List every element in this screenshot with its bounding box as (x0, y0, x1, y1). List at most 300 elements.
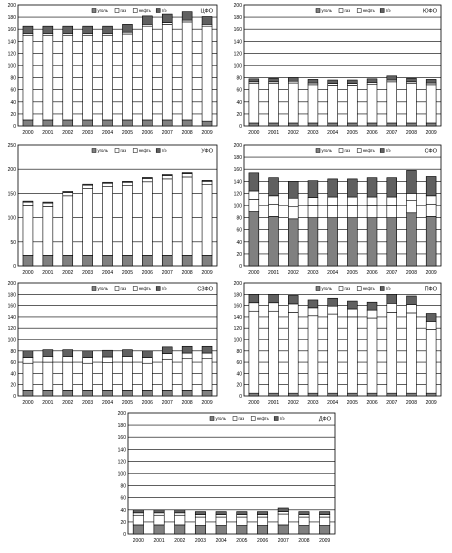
y-tick-label: 0 (239, 124, 242, 130)
bar-segment-уголь (122, 390, 132, 396)
bar-segment-г/э (175, 510, 185, 513)
bar-segment-газ (133, 515, 143, 525)
bar-segment-г/э (182, 173, 192, 174)
bar-segment-уголь (103, 390, 113, 396)
bar-segment-уголь (237, 526, 247, 534)
bar-segment-уголь (407, 213, 417, 266)
bar-segment-уголь (83, 255, 93, 266)
bar-segment-нефть (182, 353, 192, 359)
chart-panel-ufo (2, 142, 220, 278)
x-tick-label: 2003 (82, 270, 94, 276)
bar-segment-уголь (142, 255, 152, 266)
legend-label: г/э (161, 8, 167, 13)
x-tick-label: 2000 (248, 270, 260, 276)
legend-label: г/э (161, 286, 167, 291)
x-tick-label: 2004 (327, 400, 339, 406)
bar-segment-уголь (103, 255, 113, 266)
legend-label: газ (120, 286, 127, 291)
y-tick-label: 200 (7, 3, 16, 9)
bar-segment-г/э (387, 294, 397, 303)
y-tick-label: 40 (236, 239, 242, 246)
y-tick-label: 80 (120, 483, 126, 490)
y-tick-label: 80 (236, 215, 242, 222)
x-tick-label: 2004 (215, 538, 227, 544)
chart-svg (2, 142, 220, 278)
bar-segment-газ (269, 84, 279, 123)
x-tick-label: 2003 (307, 400, 319, 406)
legend-swatch (380, 9, 384, 13)
bar-segment-нефть (122, 182, 132, 185)
legend-swatch (115, 287, 119, 291)
x-tick-label: 2004 (327, 130, 339, 136)
bar-segment-уголь (407, 123, 417, 126)
bar-segment-г/э (182, 12, 192, 20)
bar-segment-газ (23, 206, 33, 256)
y-tick-label: 60 (10, 87, 16, 94)
x-tick-label: 2006 (141, 270, 153, 276)
bar-segment-нефть (43, 203, 53, 206)
bar-segment-г/э (249, 79, 259, 82)
y-tick-label: 100 (117, 471, 126, 478)
bar-segment-газ (347, 85, 357, 123)
bar-segment-уголь (387, 123, 397, 126)
legend-label: газ (344, 286, 351, 291)
bar-segment-газ (426, 204, 436, 216)
bar-segment-г/э (103, 26, 113, 33)
y-tick-label: 200 (117, 411, 126, 417)
bar-segment-газ (216, 517, 226, 525)
y-tick-label: 100 (233, 63, 242, 70)
x-tick-label: 2000 (22, 130, 34, 136)
x-tick-label: 2006 (256, 538, 269, 544)
bar-segment-нефть (63, 356, 73, 362)
chart-svg (2, 2, 220, 138)
chart-svg (2, 280, 220, 408)
bar-segment-г/э (83, 184, 93, 185)
legend-label: газ (120, 148, 127, 153)
bar-segment-нефть (288, 198, 298, 206)
y-tick-label: 150 (7, 191, 16, 198)
legend-label: нефть (138, 8, 151, 13)
bar-segment-уголь (162, 390, 172, 396)
bar-segment-уголь (257, 526, 267, 534)
bar-segment-уголь (195, 526, 205, 534)
bar-segment-г/э (237, 512, 247, 515)
bar-segment-газ (103, 35, 113, 120)
bar-segment-нефть (269, 303, 279, 311)
y-tick-label: 0 (13, 394, 16, 400)
bar-segment-нефть (182, 174, 192, 177)
bar-segment-уголь (43, 255, 53, 266)
bar-segment-г/э (103, 350, 113, 357)
y-tick-label: 40 (236, 371, 242, 378)
region-label: ЮФО (422, 8, 437, 15)
bar-segment-газ (23, 35, 33, 120)
bar-segment-уголь (63, 120, 73, 126)
bar-segment-газ (249, 84, 259, 123)
chart-svg (228, 142, 444, 278)
x-tick-label: 2004 (101, 130, 114, 136)
bar-segment-г/э (43, 350, 53, 357)
x-tick-label: 2002 (62, 270, 74, 276)
x-tick-label: 2006 (366, 270, 378, 276)
legend-label: нефть (362, 286, 375, 291)
bar-segment-г/э (202, 346, 212, 353)
legend-swatch (133, 9, 137, 13)
bar-segment-нефть (387, 303, 397, 312)
bar-segment-уголь (278, 525, 288, 534)
bar-segment-газ (269, 311, 279, 393)
bar-segment-уголь (387, 393, 397, 396)
bar-segment-г/э (328, 298, 338, 306)
legend-label: г/э (279, 416, 285, 421)
bar-segment-газ (202, 26, 212, 121)
legend-label: газ (344, 148, 351, 153)
y-tick-label: 120 (233, 326, 242, 333)
y-tick-label: 100 (233, 203, 242, 210)
bar-segment-газ (103, 187, 113, 256)
bar-segment-г/э (407, 296, 417, 304)
bar-segment-уголь (162, 255, 172, 266)
x-tick-label: 2000 (22, 270, 34, 276)
bar-segment-г/э (162, 14, 172, 22)
legend-label: нефть (138, 148, 151, 153)
y-tick-label: 80 (236, 348, 242, 355)
bar-segment-нефть (142, 178, 152, 181)
bar-segment-уголь (122, 255, 132, 266)
bar-segment-нефть (426, 321, 436, 329)
bar-segment-газ (122, 34, 132, 120)
bar-segment-уголь (83, 120, 93, 126)
legend-label: уголь (321, 148, 332, 153)
bar-segment-газ (182, 22, 192, 120)
bar-segment-уголь (299, 526, 309, 534)
bar-segment-газ (288, 83, 298, 123)
y-tick-label: 50 (10, 239, 16, 246)
legend-swatch (357, 287, 361, 291)
bar-segment-уголь (328, 123, 338, 126)
bar-segment-газ (162, 24, 172, 120)
bar-segment-газ (249, 311, 259, 393)
bar-segment-г/э (387, 76, 397, 80)
legend-swatch (251, 417, 255, 421)
y-tick-label: 160 (233, 167, 242, 174)
bar-segment-г/э (308, 181, 318, 198)
bar-segment-газ (249, 199, 259, 211)
bar-segment-уголь (288, 123, 298, 126)
y-tick-label: 40 (120, 507, 126, 514)
bar-segment-уголь (103, 120, 113, 126)
bar-segment-г/э (202, 180, 212, 181)
bar-segment-г/э (162, 347, 172, 354)
bar-segment-уголь (308, 393, 318, 396)
bar-segment-уголь (63, 390, 73, 396)
x-tick-label: 2002 (174, 538, 186, 544)
y-tick-label: 0 (13, 124, 16, 130)
x-tick-label: 2006 (141, 130, 153, 136)
y-tick-label: 60 (236, 360, 242, 367)
bar-segment-г/э (122, 181, 132, 182)
bar-segment-уголь (142, 390, 152, 396)
bar-segment-г/э (299, 512, 309, 515)
bar-segment-газ (367, 318, 377, 393)
bar-segment-газ (426, 329, 436, 393)
bar-segment-нефть (142, 358, 152, 364)
bar-segment-газ (122, 362, 132, 390)
x-tick-label: 2005 (236, 538, 248, 544)
bar-segment-нефть (407, 304, 417, 312)
chart-svg (112, 410, 338, 546)
x-tick-label: 2005 (346, 130, 358, 136)
bar-segment-г/э (426, 176, 436, 195)
bar-segment-г/э (63, 191, 73, 192)
y-tick-label: 200 (233, 281, 242, 287)
bar-segment-газ (43, 206, 53, 255)
legend-swatch (92, 149, 96, 153)
x-tick-label: 2002 (287, 130, 299, 136)
x-tick-label: 2007 (161, 270, 173, 276)
bar-segment-г/э (257, 512, 267, 515)
bar-segment-газ (175, 515, 185, 525)
bar-segment-газ (142, 182, 152, 256)
x-tick-label: 2001 (267, 400, 280, 406)
y-tick-label: 100 (233, 337, 242, 344)
bar-segment-нефть (407, 193, 417, 200)
bar-segment-г/э (133, 510, 143, 513)
bar-segment-уголь (308, 218, 318, 266)
x-tick-label: 2009 (201, 130, 213, 136)
bar-segment-нефть (216, 515, 226, 517)
bar-segment-газ (269, 204, 279, 216)
x-tick-label: 2007 (161, 400, 173, 406)
bar-segment-г/э (347, 80, 357, 84)
bar-segment-г/э (407, 78, 417, 82)
legend-label: газ (344, 8, 351, 13)
chart-panel-pfo (228, 280, 444, 408)
y-tick-label: 160 (233, 27, 242, 34)
bar-segment-г/э (182, 346, 192, 353)
x-tick-label: 2009 (201, 270, 213, 276)
y-tick-label: 140 (7, 39, 16, 46)
y-tick-label: 20 (236, 111, 242, 118)
bar-segment-газ (83, 35, 93, 120)
bar-segment-нефть (162, 354, 172, 360)
bar-segment-уголь (269, 123, 279, 126)
legend-label: уголь (97, 8, 108, 13)
y-tick-label: 20 (120, 519, 126, 526)
bar-segment-газ (162, 179, 172, 255)
x-tick-label: 2009 (319, 538, 331, 544)
bar-segment-газ (407, 84, 417, 123)
y-tick-label: 160 (7, 303, 16, 310)
y-tick-label: 80 (10, 75, 16, 82)
y-tick-label: 120 (233, 191, 242, 198)
bar-segment-нефть (367, 197, 377, 205)
y-tick-label: 180 (7, 15, 16, 22)
bar-segment-газ (308, 206, 318, 218)
x-tick-label: 2001 (267, 130, 280, 136)
x-tick-label: 2003 (82, 400, 94, 406)
x-tick-label: 2007 (161, 130, 173, 136)
x-tick-label: 2002 (62, 130, 74, 136)
bar-segment-уголь (23, 390, 33, 396)
y-tick-label: 20 (236, 382, 242, 389)
bar-segment-газ (299, 517, 309, 525)
x-tick-label: 2002 (287, 270, 299, 276)
x-tick-label: 2005 (121, 270, 134, 276)
bar-segment-нефть (202, 181, 212, 184)
legend-swatch (115, 149, 119, 153)
x-tick-label: 2005 (346, 400, 358, 406)
bar-segment-газ (367, 84, 377, 123)
y-tick-label: 60 (236, 87, 242, 94)
y-tick-label: 200 (233, 143, 242, 149)
bar-segment-г/э (426, 314, 436, 322)
x-tick-label: 2005 (121, 130, 134, 136)
legend-swatch (233, 417, 237, 421)
x-tick-label: 2007 (386, 130, 398, 136)
y-tick-label: 80 (236, 75, 242, 82)
y-tick-label: 80 (10, 348, 16, 355)
bar-segment-г/э (142, 16, 152, 24)
x-tick-label: 2008 (181, 270, 193, 276)
legend-swatch (115, 9, 119, 13)
chart-svg (228, 2, 444, 138)
bar-segment-газ (328, 85, 338, 123)
bar-segment-уголь (367, 218, 377, 266)
bar-segment-уголь (328, 218, 338, 266)
legend-swatch (92, 287, 96, 291)
bar-segment-нефть (195, 515, 205, 517)
bar-segment-газ (202, 185, 212, 256)
bar-segment-уголь (347, 123, 357, 126)
bar-segment-г/э (83, 26, 93, 33)
bar-segment-уголь (182, 390, 192, 396)
x-tick-label: 2005 (121, 400, 134, 406)
legend-label: нефть (362, 8, 375, 13)
y-tick-label: 180 (233, 292, 242, 299)
x-tick-label: 2007 (277, 538, 289, 544)
y-tick-label: 140 (233, 39, 242, 46)
x-tick-label: 2009 (425, 130, 437, 136)
bar-segment-газ (43, 35, 53, 120)
y-tick-label: 140 (117, 447, 126, 454)
bar-segment-уголь (269, 216, 279, 266)
legend-swatch (274, 417, 278, 421)
x-tick-label: 2008 (181, 130, 193, 136)
bar-segment-уголь (133, 525, 143, 534)
bar-segment-нефть (308, 198, 318, 206)
legend-swatch (156, 149, 160, 153)
legend-swatch (339, 9, 343, 13)
bar-segment-нефть (367, 310, 377, 318)
bar-segment-уголь (23, 120, 33, 126)
bar-segment-газ (83, 363, 93, 390)
legend-label: нефть (362, 148, 375, 153)
bar-segment-г/э (249, 173, 259, 191)
x-tick-label: 2006 (366, 130, 378, 136)
x-tick-label: 2009 (425, 270, 437, 276)
legend-label: уголь (321, 286, 332, 291)
x-tick-label: 2002 (287, 400, 299, 406)
x-tick-label: 2001 (42, 130, 54, 136)
bar-segment-г/э (122, 350, 132, 357)
legend-swatch (210, 417, 214, 421)
legend-swatch (156, 9, 160, 13)
x-tick-label: 2004 (101, 270, 114, 276)
bar-segment-нефть (23, 358, 33, 364)
bar-segment-уголь (202, 121, 212, 126)
y-tick-label: 120 (117, 459, 126, 466)
bar-segment-газ (142, 26, 152, 120)
bar-segment-газ (182, 177, 192, 255)
legend-swatch (380, 287, 384, 291)
y-tick-label: 0 (13, 264, 16, 270)
bar-segment-г/э (367, 79, 377, 83)
bar-segment-г/э (103, 182, 113, 183)
y-tick-label: 40 (10, 99, 16, 106)
bar-segment-нефть (249, 191, 259, 199)
bar-segment-г/э (63, 350, 73, 357)
bar-segment-г/э (43, 26, 53, 33)
legend-label: газ (238, 416, 245, 421)
x-tick-label: 2000 (248, 400, 260, 406)
bar-segment-г/э (319, 512, 329, 515)
legend-label: нефть (256, 416, 269, 421)
bar-segment-нефть (347, 309, 357, 317)
legend-label: уголь (97, 148, 108, 153)
bar-segment-газ (288, 312, 298, 393)
bar-segment-г/э (202, 16, 212, 24)
bar-segment-уголь (426, 393, 436, 396)
bar-segment-г/э (328, 179, 338, 197)
bar-segment-нефть (237, 515, 247, 517)
y-tick-label: 0 (239, 394, 242, 400)
bar-segment-уголь (182, 255, 192, 266)
legend-swatch (339, 287, 343, 291)
bar-segment-нефть (278, 512, 288, 514)
bar-segment-нефть (269, 196, 279, 204)
y-tick-label: 20 (10, 382, 16, 389)
y-tick-label: 20 (236, 251, 242, 258)
chart-panel-yufo (228, 2, 444, 138)
chart-panel-cfo (2, 2, 220, 138)
x-tick-label: 2009 (425, 400, 437, 406)
bar-segment-г/э (249, 294, 259, 302)
y-tick-label: 160 (7, 27, 16, 34)
x-tick-label: 2003 (307, 130, 319, 136)
bar-segment-нефть (328, 197, 338, 205)
bar-segment-уголь (63, 255, 73, 266)
bar-segment-г/э (269, 178, 279, 196)
bar-segment-уголь (367, 123, 377, 126)
legend-swatch (316, 287, 320, 291)
legend-swatch (316, 9, 320, 13)
x-tick-label: 2000 (132, 538, 144, 544)
region-label: УФО (201, 148, 213, 155)
bar-segment-уголь (269, 393, 279, 396)
bar-segment-г/э (23, 201, 33, 202)
bar-segment-уголь (83, 390, 93, 396)
y-tick-label: 140 (233, 179, 242, 186)
bar-segment-газ (328, 314, 338, 393)
bar-segment-нефть (133, 513, 143, 515)
bar-segment-газ (347, 206, 357, 218)
bar-segment-нефть (308, 308, 318, 316)
bar-segment-г/э (367, 178, 377, 197)
bar-segment-газ (328, 206, 338, 218)
x-tick-label: 2002 (62, 400, 74, 406)
